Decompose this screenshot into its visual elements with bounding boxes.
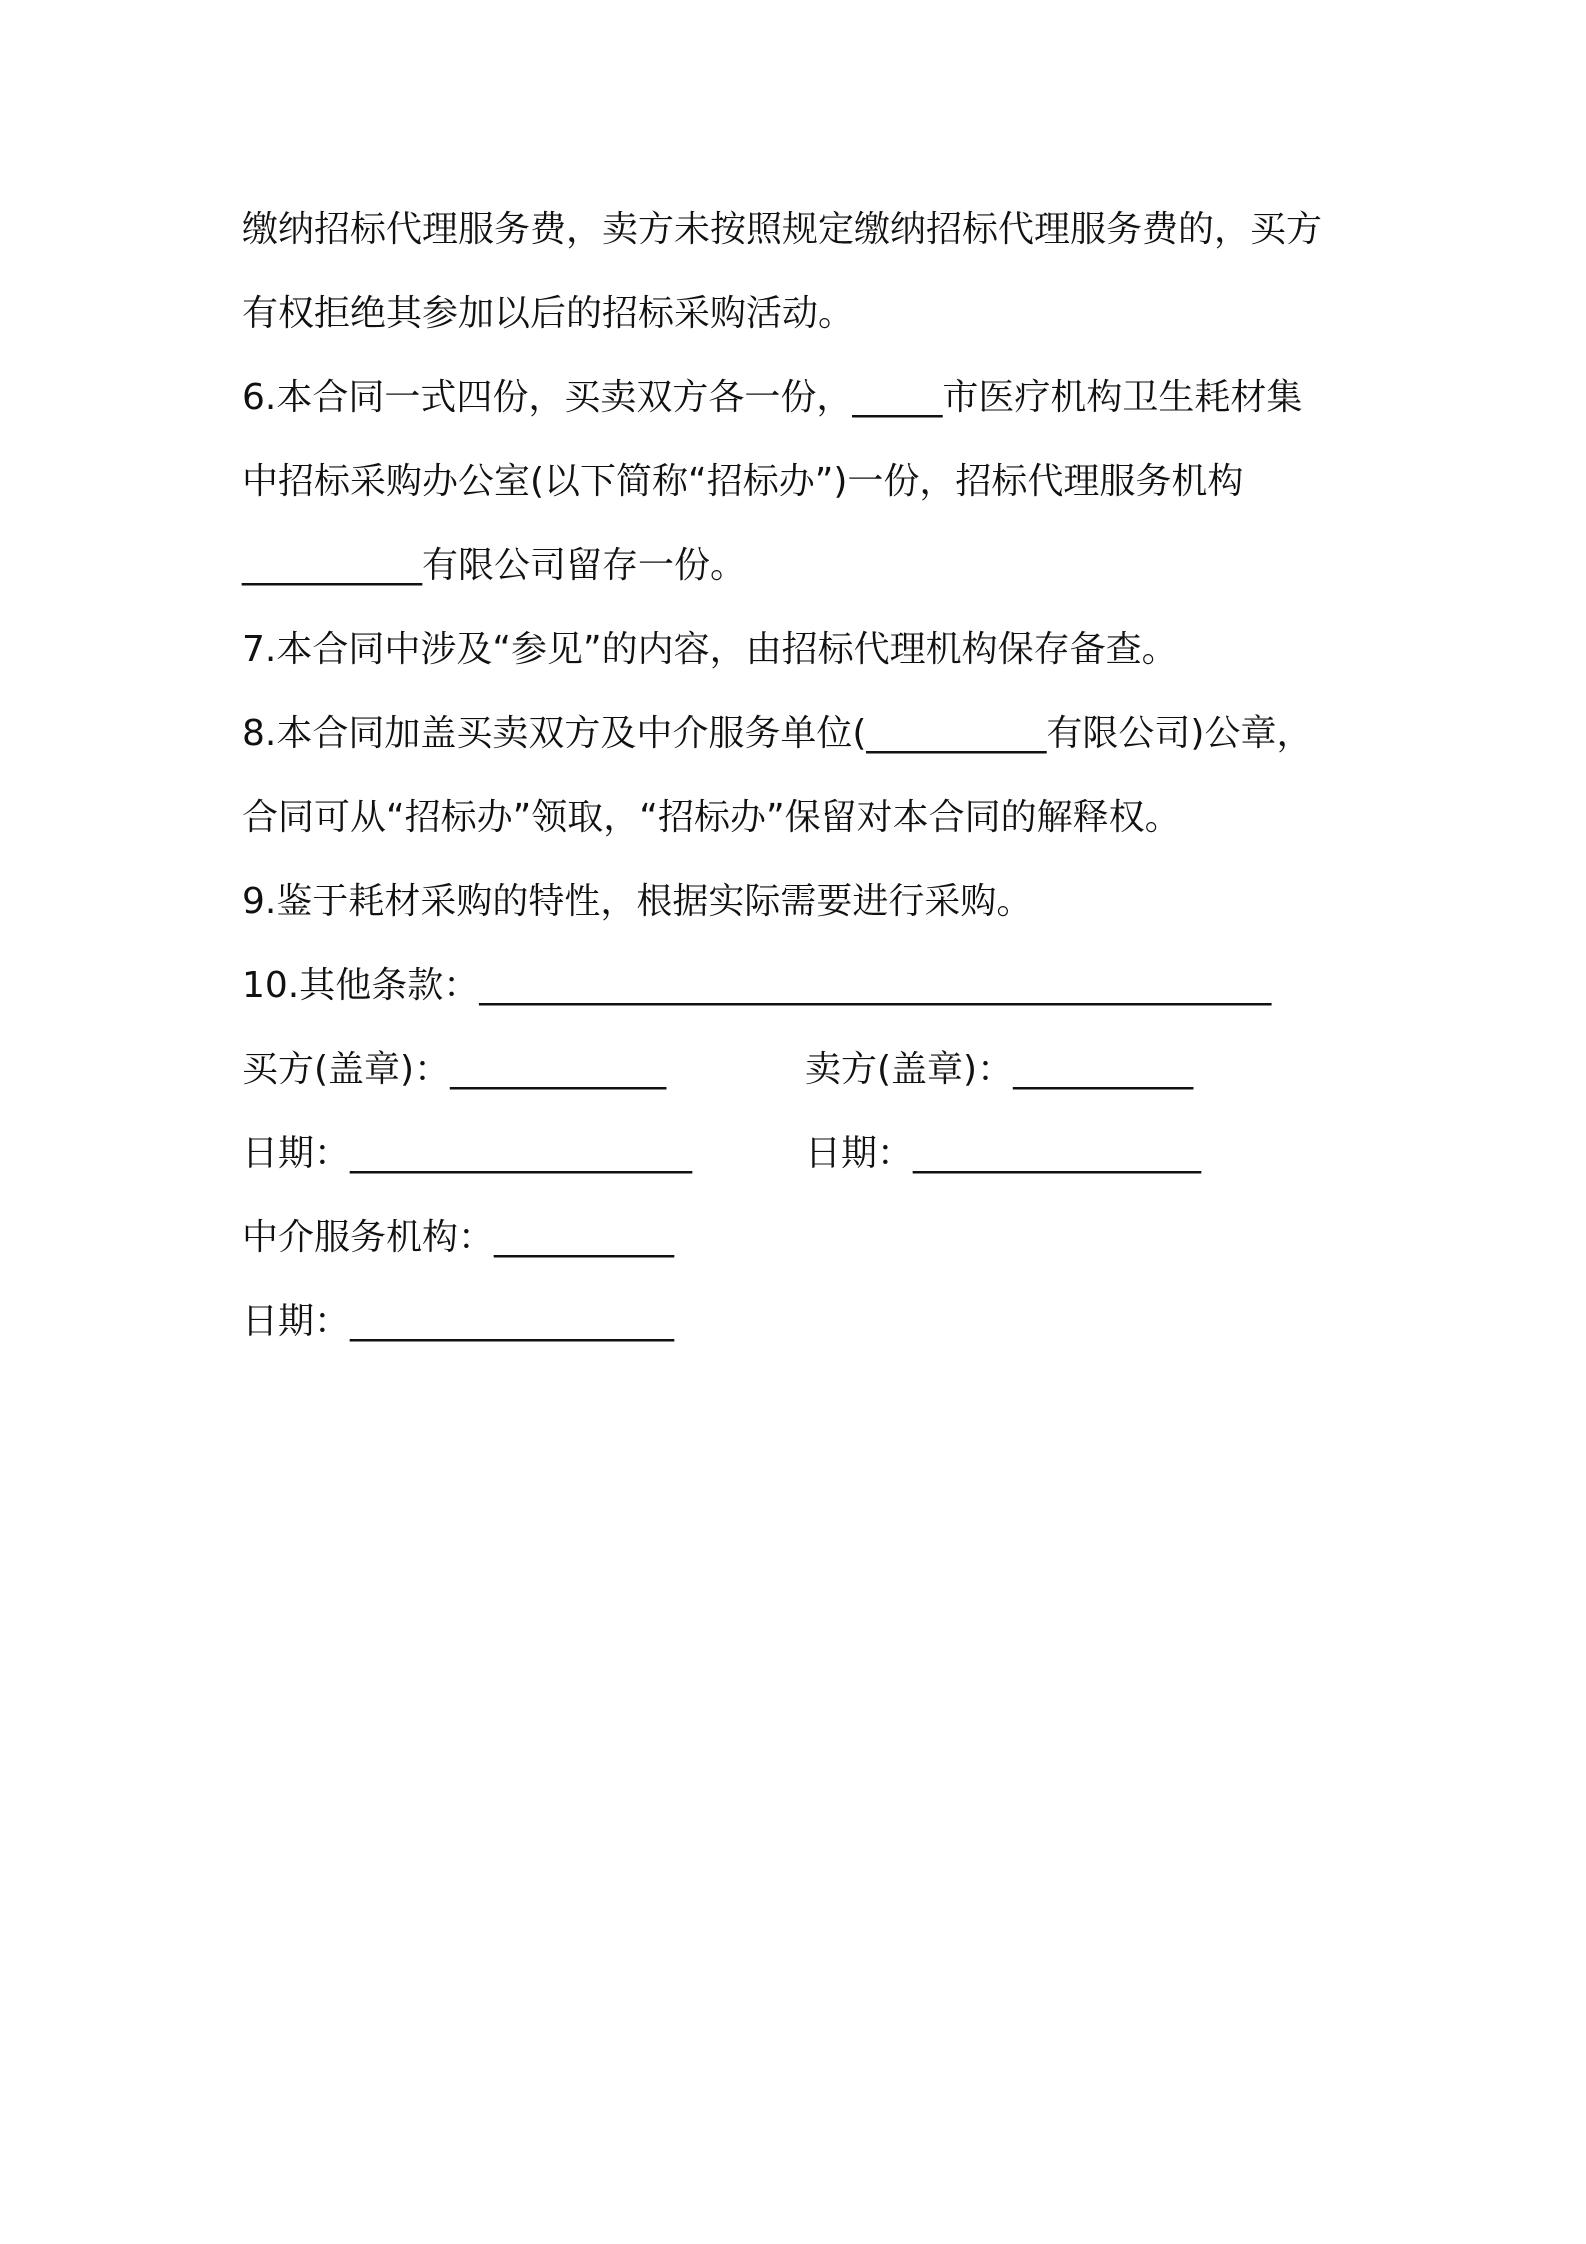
buyer-date-line: 日期：___________________: [242, 1133, 693, 1174]
seller-stamp-line: 卖方(盖章)：__________: [805, 1049, 1194, 1090]
paragraph-8-line-1: 8.本合同加盖买卖双方及中介服务单位(__________有限公司)公章，: [242, 713, 1313, 754]
paragraph-8-line-2: 合同可从“招标办”领取，“招标办”保留对本合同的解释权。: [242, 797, 1181, 838]
agency-line: 中介服务机构：__________: [242, 1217, 675, 1258]
paragraph-6-line-3: __________有限公司留存一份。: [242, 545, 747, 586]
paragraph-6-line-2: 中招标采购办公室(以下简称“招标办”)一份，招标代理服务机构: [242, 461, 1244, 502]
paragraph-6-line-1: 6.本合同一式四份，买卖双方各一份，_____市医疗机构卫生耗材集: [242, 377, 1303, 418]
paragraph-9: 9.鉴于耗材采购的特性，根据实际需要进行采购。: [242, 881, 1033, 922]
agency-date-line: 日期：__________________: [242, 1301, 675, 1342]
paragraph-5-continued-line-1: 缴纳招标代理服务费，卖方未按照规定缴纳招标代理服务费的，买方: [242, 209, 1323, 250]
buyer-stamp-line: 买方(盖章)：____________: [242, 1049, 667, 1090]
paragraph-7: 7.本合同中涉及“参见”的内容，由招标代理机构保存备查。: [242, 629, 1178, 670]
paragraph-10: 10.其他条款：____________________________________________: [242, 965, 1272, 1006]
paragraph-5-continued-line-2: 有权拒绝其参加以后的招标采购活动。: [242, 293, 855, 334]
seller-date-line: 日期：________________: [805, 1133, 1202, 1174]
